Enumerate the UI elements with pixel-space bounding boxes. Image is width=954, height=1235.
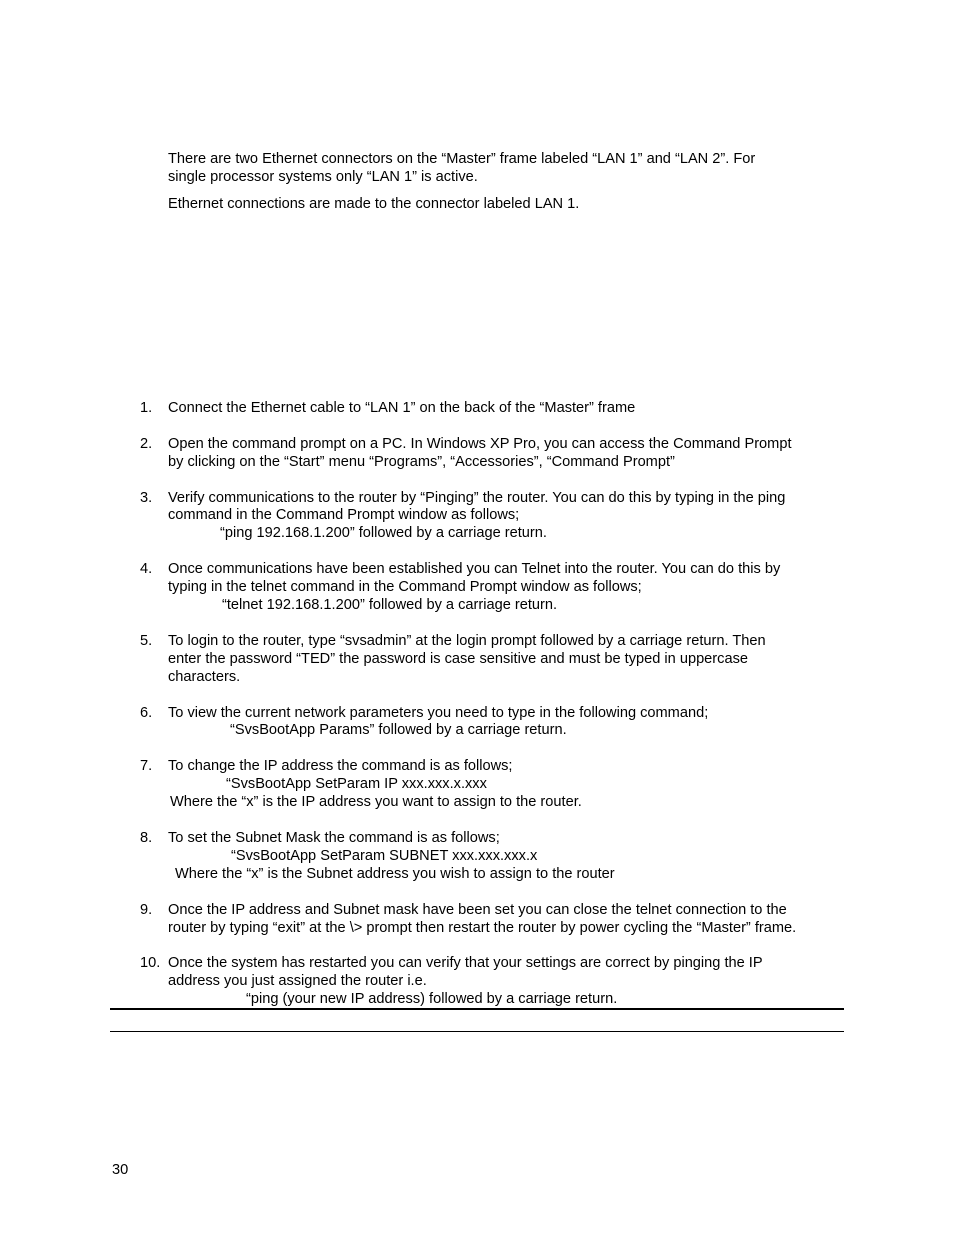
step-text: command in the Command Prompt window as follows; xyxy=(168,507,520,523)
step-command: “ping 192.168.1.200” followed by a carriage return. xyxy=(220,525,547,541)
divider-rule xyxy=(110,1008,844,1010)
intro-paragraph-2: Ethernet connections are made to the connector labeled LAN 1. xyxy=(168,196,580,212)
step-number: 2. xyxy=(140,436,153,452)
step-number: 4. xyxy=(140,561,153,577)
step-text: by clicking on the “Start” menu “Programs”, “Accessories”, “Command Prompt” xyxy=(168,454,675,470)
page-number: 30 xyxy=(112,1162,129,1178)
step-number: 6. xyxy=(140,705,153,721)
step-number: 3. xyxy=(140,490,153,506)
step-text: Open the command prompt on a PC. In Windows XP Pro, you can access the Command Prompt xyxy=(168,436,792,452)
step-number: 8. xyxy=(140,830,153,846)
step-text: Connect the Ethernet cable to “LAN 1” on the back of the “Master” frame xyxy=(168,400,636,416)
step-text: Once the system has restarted you can verify that your settings are correct by pinging the IP xyxy=(168,955,763,971)
step-number: 10. xyxy=(140,955,161,971)
step-command: “SvsBootApp SetParam IP xxx.xxx.x.xxx xyxy=(226,776,487,792)
step-text: To login to the router, type “svsadmin” at the login prompt followed by a carriage return. Then xyxy=(168,633,766,649)
step-text: Once communications have been established you can Telnet into the router. You can do this by xyxy=(168,561,781,577)
intro-text: single processor systems only “LAN 1” is active. xyxy=(168,169,478,185)
step-text: To change the IP address the command is as follows; xyxy=(168,758,513,774)
step-text: address you just assigned the router i.e. xyxy=(168,973,427,989)
step-text: Where the “x” is the IP address you want to assign to the router. xyxy=(170,794,582,810)
step-text: router by typing “exit” at the \> prompt then restart the router by power cycling the “Master” frame. xyxy=(168,920,797,936)
step-number: 5. xyxy=(140,633,153,649)
step-number: 7. xyxy=(140,758,153,774)
step-command: “ping (your new IP address) followed by a carriage return. xyxy=(246,991,618,1007)
step-command: “SvsBootApp Params” followed by a carriage return. xyxy=(230,722,567,738)
step-number: 9. xyxy=(140,902,153,918)
intro-text: There are two Ethernet connectors on the “Master” frame labeled “LAN 1” and “LAN 2”. For xyxy=(168,151,756,167)
step-text: Where the “x” is the Subnet address you wish to assign to the router xyxy=(175,866,615,882)
step-text: characters. xyxy=(168,669,241,685)
step-command: “SvsBootApp SetParam SUBNET xxx.xxx.xxx.x xyxy=(231,848,538,864)
step-text: typing in the telnet command in the Command Prompt window as follows; xyxy=(168,579,642,595)
step-command: “telnet 192.168.1.200” followed by a carriage return. xyxy=(222,597,558,613)
step-text: enter the password “TED” the password is case sensitive and must be typed in uppercase xyxy=(168,651,748,667)
step-text: To view the current network parameters you need to type in the following command; xyxy=(168,705,709,721)
step-number: 1. xyxy=(140,400,153,416)
step-text: Once the IP address and Subnet mask have been set you can close the telnet connection to the xyxy=(168,902,787,918)
divider-rule xyxy=(110,1031,844,1032)
step-text: Verify communications to the router by “Pinging” the router. You can do this by typing in the ping xyxy=(168,490,786,506)
step-text: To set the Subnet Mask the command is as follows; xyxy=(168,830,500,846)
